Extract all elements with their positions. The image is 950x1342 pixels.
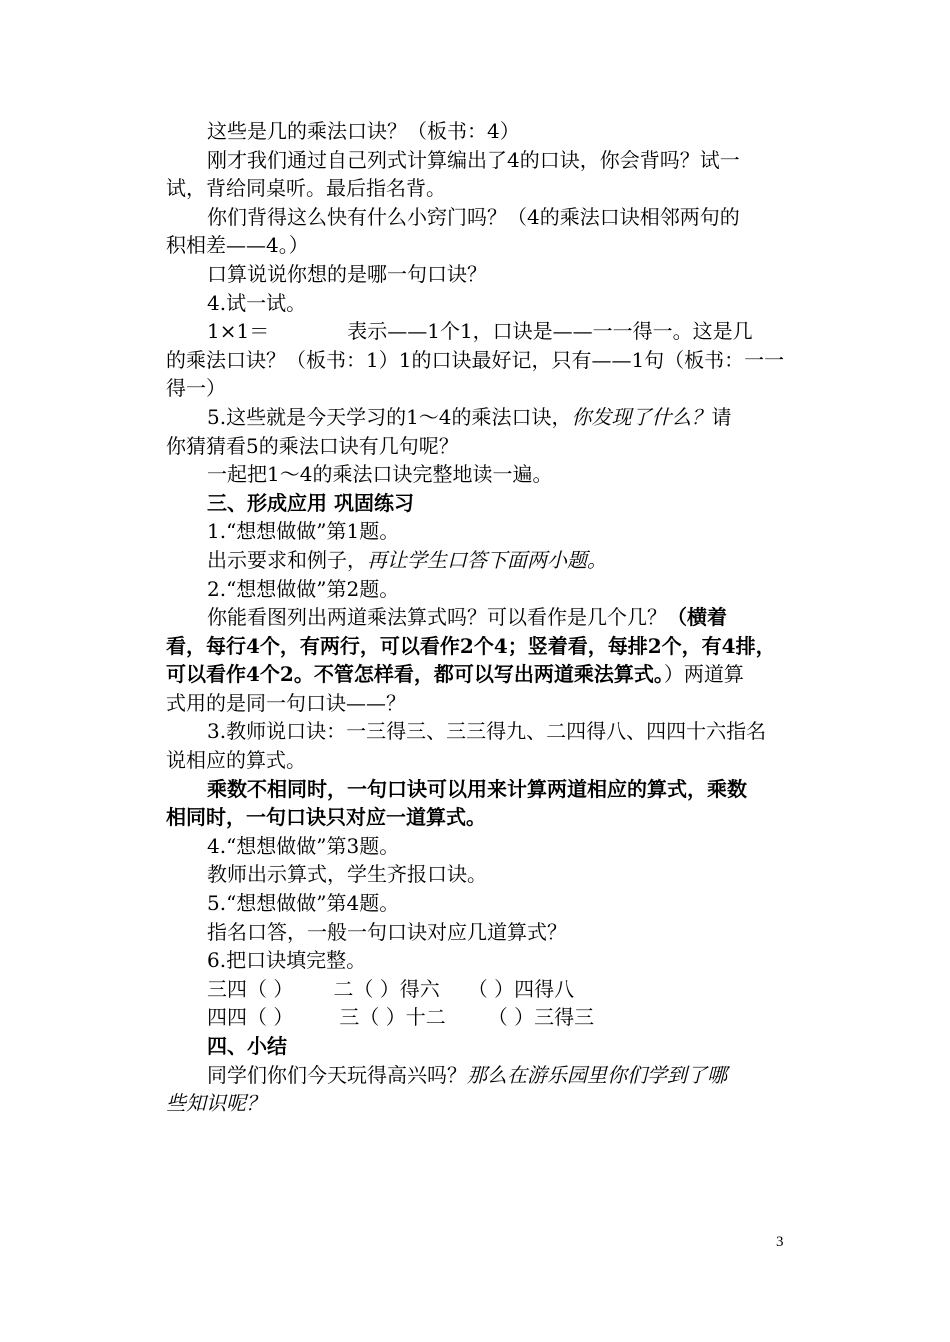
paragraph-line: 4.试一试。 bbox=[207, 290, 307, 315]
paragraph-line: 试，背给同桌听。最后指名背。 bbox=[166, 176, 446, 201]
italic-text: 你发现了什么？ bbox=[571, 404, 712, 429]
fill-in-row bbox=[166, 1003, 788, 1032]
fill-in-blank: （ ）三得三 bbox=[487, 1005, 595, 1030]
exercise-item: 4.“想想做做”第3题。 bbox=[207, 833, 400, 858]
paragraph-line: 的乘法口诀？（板书：1）1的口诀最好记，只有——1句（板书：一一 bbox=[166, 347, 785, 372]
page-number: 3 bbox=[776, 1234, 784, 1250]
paragraph-line: 说相应的算式。 bbox=[166, 748, 306, 773]
paragraph-text: 你能看图列出两道乘法算式吗？可以看作是几个几？ bbox=[207, 605, 667, 630]
fill-in-blank: 三（ ）十二 bbox=[339, 1005, 446, 1030]
exercise-item: 6.把口诀填完整。 bbox=[207, 948, 367, 973]
italic-paragraph-line: 些知识呢？ bbox=[166, 1091, 266, 1116]
fill-in-blank: （ ）四得八 bbox=[467, 976, 575, 1001]
paragraph-line bbox=[166, 317, 788, 346]
paragraph-line: 教师出示算式，学生齐报口诀。 bbox=[207, 862, 487, 887]
paragraph-line: 这些是几的乘法口诀？（板书：4） bbox=[207, 119, 520, 143]
fill-in-blank: 二（ ）得六 bbox=[333, 976, 440, 1001]
paragraph-text: 请 bbox=[711, 404, 732, 429]
italic-text: 再让学生口答下面两小题。 bbox=[367, 547, 607, 572]
lesson-plan-body bbox=[166, 117, 788, 1118]
paragraph-text: 出示要求和例子， bbox=[207, 547, 367, 572]
bold-paragraph-line: 相同时，一句口诀只对应一道算式。 bbox=[166, 805, 486, 830]
paragraph-line: 刚才我们通过自己列式计算编出了4的口诀，你会背吗？试一 bbox=[207, 147, 740, 172]
section-heading: 三、形成应用 巩固练习 bbox=[207, 490, 414, 515]
paragraph-line: 得一） bbox=[166, 376, 226, 401]
paragraph-line: 式用的是同一句口诀——？ bbox=[166, 690, 406, 715]
paragraph-text: ）两道算 bbox=[663, 662, 744, 687]
bold-text: 可以看作4个2。不管怎样看，都可以写出两道乘法算式。 bbox=[166, 662, 664, 687]
paragraph-line: 你们背得这么快有什么小窍门吗？（4的乘法口诀相邻两句的 bbox=[207, 204, 740, 229]
paragraph-line bbox=[166, 546, 788, 575]
paragraph-line bbox=[166, 1061, 788, 1090]
paragraph-line bbox=[166, 403, 788, 432]
exercise-item: 1.“想想做做”第1题。 bbox=[207, 519, 400, 544]
paragraph-text: 表示——1个1，口诀是——一一得一。这是几 bbox=[347, 319, 753, 344]
paragraph-line: 你猜猜看5的乘法口诀有几句呢？ bbox=[166, 433, 459, 458]
exercise-item: 5.“想想做做”第4题。 bbox=[207, 891, 400, 916]
paragraph-line: 口算说说你想的是哪一句口诀？ bbox=[207, 261, 487, 286]
paragraph-line: 3.教师说口诀：一三得三、三三得九、二四得八、四四十六指名 bbox=[207, 719, 767, 744]
paragraph-line bbox=[166, 660, 788, 689]
bold-paragraph-line: 看，每行4个，有两行，可以看作2个4；竖着看，每排2个，有4排， bbox=[166, 633, 776, 658]
paragraph-line bbox=[166, 603, 788, 632]
equation-text: 1×1＝ bbox=[207, 319, 270, 344]
paragraph-text: 5.这些就是今天学习的1～4的乘法口诀， bbox=[207, 404, 572, 429]
fill-in-blank: 四四（ ） bbox=[207, 1005, 294, 1030]
fill-in-row bbox=[166, 975, 788, 1004]
paragraph-line: 一起把1～4的乘法口诀完整地读一遍。 bbox=[207, 462, 553, 487]
paragraph-line: 积相差——4。） bbox=[166, 233, 309, 258]
fill-in-blank: 三四（ ） bbox=[207, 976, 294, 1001]
paragraph-text: 同学们你们今天玩得高兴吗？ bbox=[207, 1062, 467, 1087]
paragraph-line: 指名口答，一般一句口诀对应几道算式？ bbox=[207, 919, 567, 944]
italic-text: 那么在游乐园里你们学到了哪 bbox=[467, 1062, 727, 1087]
section-heading: 四、小结 bbox=[207, 1034, 287, 1058]
bold-text: （横着 bbox=[667, 605, 727, 630]
exercise-item: 2.“想想做做”第2题。 bbox=[207, 576, 400, 601]
bold-paragraph-line: 乘数不相同时，一句口诀可以用来计算两道相应的算式，乘数 bbox=[207, 776, 747, 801]
